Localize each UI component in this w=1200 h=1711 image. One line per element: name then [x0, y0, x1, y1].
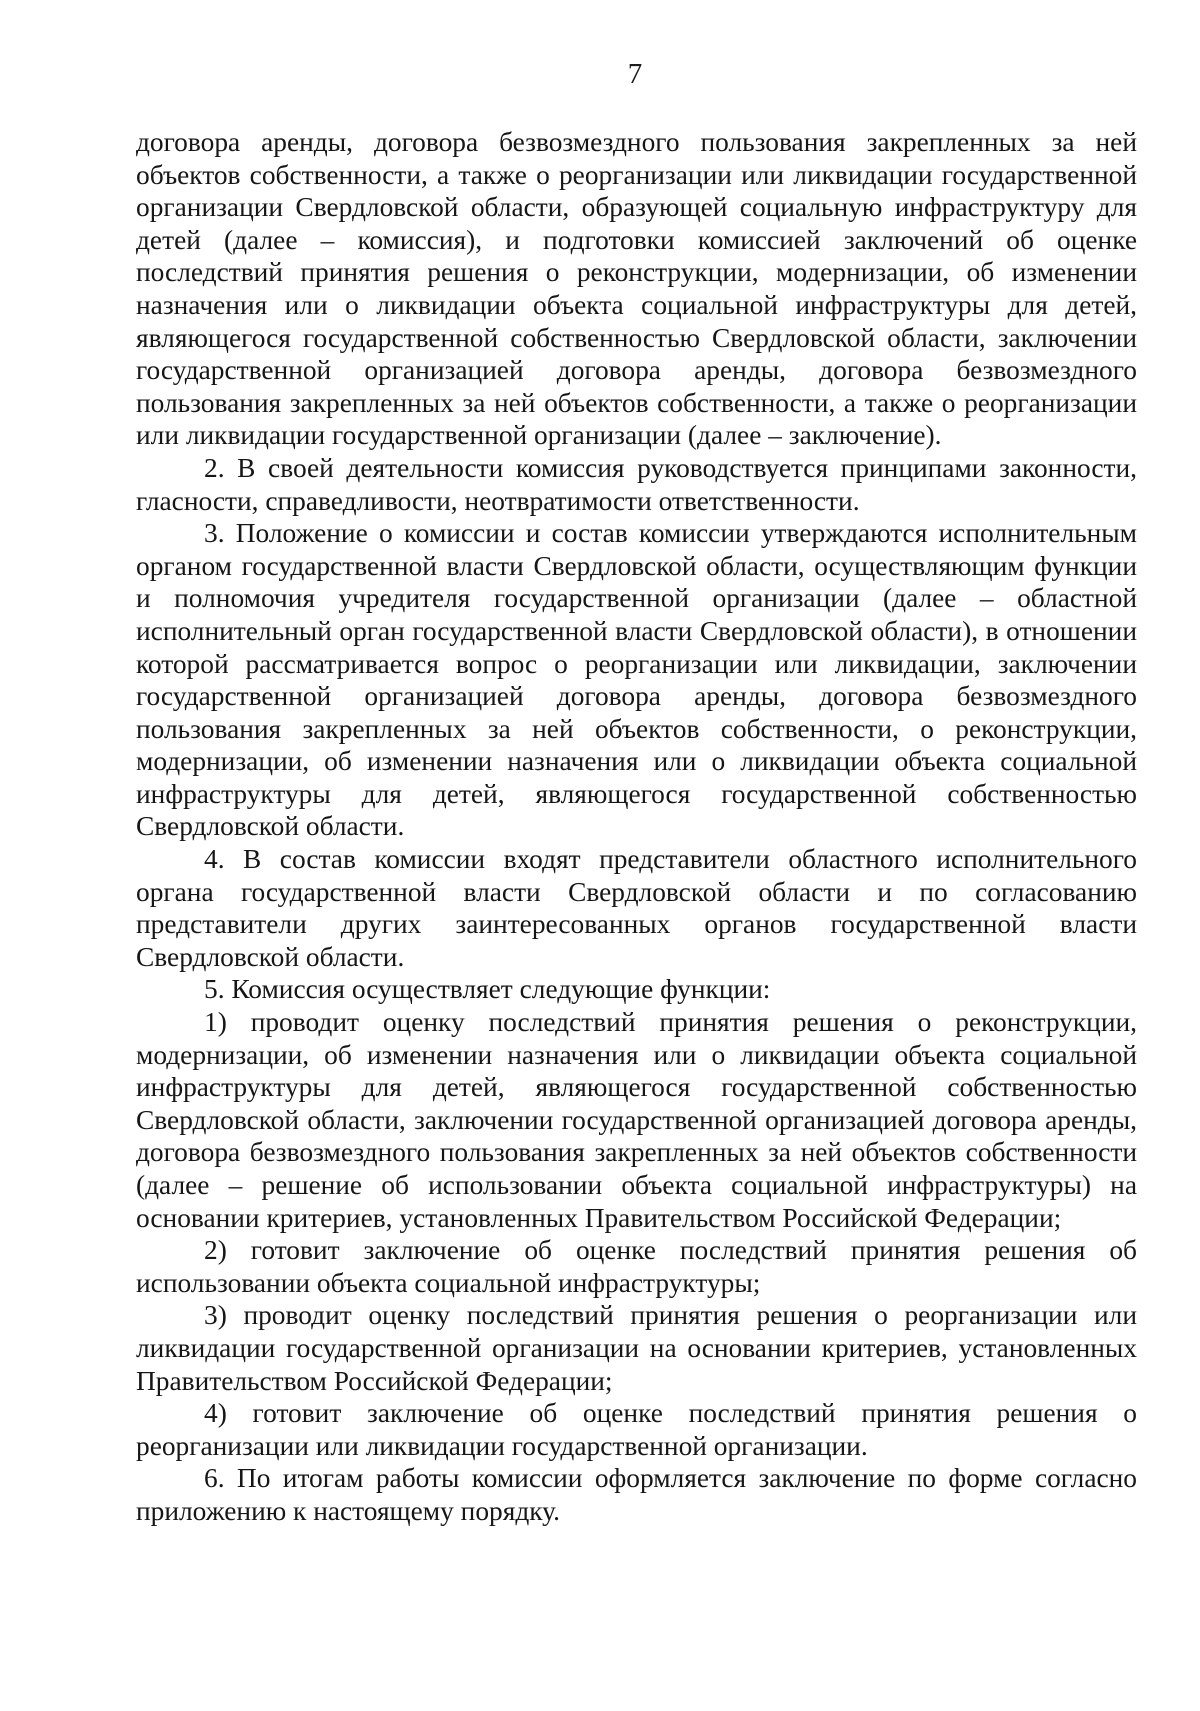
subitem-5-2: 2) готовит заключение об оценке последствий принятия решения об использовании объекта социальной инфраструктуры;: [136, 1235, 1137, 1298]
subitem-5-3: 3) проводит оценку последствий принятия решения о реорганизации или ликвидации государственной организации на основании критериев, установленных Правительством Российской Федерации;: [136, 1300, 1137, 1396]
page-number: 7: [627, 58, 643, 90]
paragraph-item-4: 4. В состав комиссии входят представители областного исполнительного органа государственной власти Свердловской области и по согласованию представители других заинтересованных органов государственной власти Свердловской области.: [136, 844, 1137, 972]
paragraph-item-2: 2. В своей деятельности комиссия руководствуется принципами законности, гласности, справедливости, неотвратимости ответственности.: [136, 452, 1137, 516]
paragraph-continuation: договора аренды, договора безвозмездного пользования закрепленных за ней объектов собственности, а также о реорганизации или ликвидации государственной организации Свердловской области, образующей социальную инфраструктуру для детей (далее – комиссия), и подготовки комиссией заключений об оценке последствий принятия решения о реконструкции, модернизации, об изменении назначения или о ликвидации объекта социальной инфраструктуры для детей, являющегося государственной собственностью Свердловской области, заключении государственной организацией договора аренды, договора безвозмездного пользования закрепленных за ней объектов собственности, а также о реорганизации или ликвидации государственной организации (далее – заключение).: [136, 127, 1137, 451]
subitem-5-1: 1) проводит оценку последствий принятия решения о реконструкции, модернизации, об изменении назначения или о ликвидации объекта социальной инфраструктуры для детей, являющегося государственной собственностью Свердловской области, заключении государственной организацией договора аренды, договора безвозмездного пользования закрепленных за ней объектов собственности (далее – решение об использовании объекта социальной инфраструктуры) на основании критериев, установленных Правительством Российской Федерации;: [136, 1007, 1137, 1233]
paragraph-item-3: 3. Положение о комиссии и состав комиссии утверждаются исполнительным органом государственной власти Свердловской области, осуществляющим функции и полномочия учредителя государственной организации (далее – областной исполнительный орган государственной власти Свердловской области), в отношении которой рассматривается вопрос о реорганизации или ликвидации, заключении государственной организацией договора аренды, договора безвозмездного пользования закрепленных за ней объектов собственности, о реконструкции, модернизации, об изменении назначения или о ликвидации объекта социальной инфраструктуры для детей, являющегося государственной собственностью Свердловской области.: [136, 518, 1137, 842]
paragraph-item-5: 5. Комиссия осуществляет следующие функции:: [204, 974, 771, 1005]
paragraph-item-6: 6. По итогам работы комиссии оформляется заключение по форме согласно приложению к настоящему порядку.: [136, 1463, 1137, 1526]
subitem-5-4: 4) готовит заключение об оценке последствий принятия решения о реорганизации или ликвидации государственной организации.: [136, 1398, 1137, 1461]
document-body: [136, 126, 1137, 1528]
